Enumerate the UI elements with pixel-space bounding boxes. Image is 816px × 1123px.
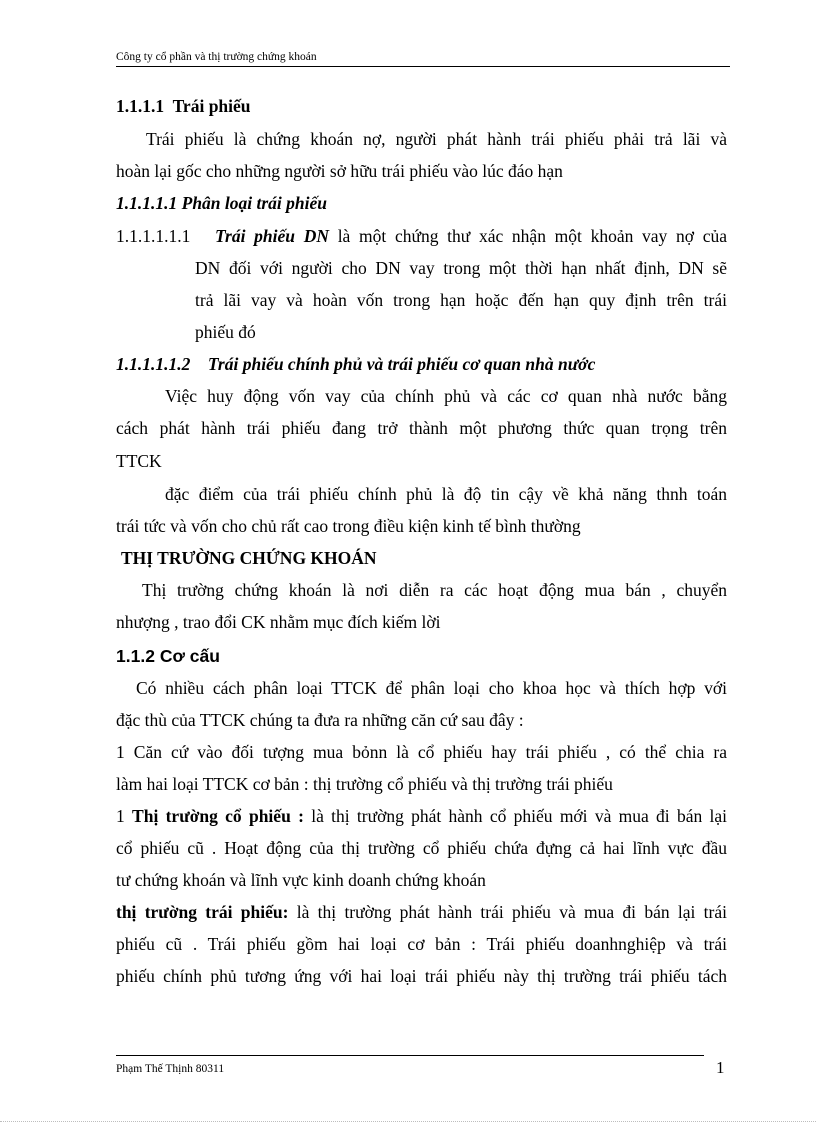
paragraph-line: thị trường trái phiếu: là thị trường phát hành trái phiếu và mua đi bán lại trái bbox=[116, 902, 728, 922]
paragraph-line: làm hai loại TTCK cơ bản : thị trường cổ phiếu và thị trường trái phiếu bbox=[116, 774, 613, 794]
paragraph-line: phiếu cũ . Trái phiếu gồm hai loại cơ bản : Trái phiếu doanhnghiệp và trái bbox=[116, 934, 727, 954]
paragraph-line: tư chứng khoán và lĩnh vực kinh doanh chứng khoán bbox=[116, 870, 486, 890]
paragraph-line: Việc huy động vốn vay của chính phủ và các cơ quan nhà nước bằng bbox=[165, 386, 727, 406]
paragraph-line: Có nhiều cách phân loại TTCK để phân loại cho khoa học và thích hợp với bbox=[136, 678, 727, 698]
paragraph-line: đặc điểm của trái phiếu chính phủ là độ tin cậy về khả năng thnh toán bbox=[165, 484, 727, 504]
list-item-line: trả lãi vay và hoàn vốn trong hạn hoặc đến hạn quy định trên trái bbox=[195, 290, 727, 310]
paragraph-line: hoàn lại gốc cho những người sở hữu trái phiếu vào lúc đáo hạn bbox=[116, 161, 563, 181]
paragraph-line: trái tức và vốn cho chủ rất cao trong điều kiện kinh tế bình thường bbox=[116, 516, 581, 536]
paragraph-line: TTCK bbox=[116, 451, 162, 471]
paragraph-line: cổ phiếu cũ . Hoạt động của thị trường cổ phiếu chứa đựng cả hai lĩnh vực đầu bbox=[116, 838, 727, 858]
list-item-line: DN đối với người cho DN vay trong một thời hạn nhất định, DN sẽ bbox=[195, 258, 727, 278]
heading-ttck: THỊ TRƯỜNG CHỨNG KHOÁN bbox=[121, 548, 377, 568]
paragraph-line: phiếu chính phủ tương ứng với hai loại trái phiếu này thị trường trái phiếu tách bbox=[116, 966, 727, 986]
header-rule bbox=[116, 66, 730, 67]
list-item-number: 1.1.1.1.1.1 bbox=[116, 226, 191, 246]
term: thị trường trái phiếu: bbox=[116, 902, 289, 922]
paragraph-line: 1 Thị trường cổ phiếu : là thị trường phát hành cổ phiếu mới và mua đi bán lại bbox=[116, 806, 728, 826]
page-number: 1 bbox=[716, 1058, 725, 1077]
footer-author: Phạm Thế Thịnh 80311 bbox=[116, 1063, 225, 1075]
heading-number: 1.1.1.1 bbox=[116, 96, 165, 116]
heading-title: Trái phiếu bbox=[172, 96, 251, 116]
page-header: Công ty cổ phần và thị trường chứng khoán bbox=[116, 51, 317, 63]
heading-11111: 1.1.1.1.1 Phân loại trái phiếu bbox=[116, 193, 328, 213]
paragraph-line: Trái phiếu là chứng khoán nợ, người phát hành trái phiếu phải trả lãi và bbox=[146, 129, 727, 149]
heading-111112: 1.1.1.1.1.2 Trái phiếu chính phủ và trái phiếu cơ quan nhà nước bbox=[116, 354, 596, 374]
paragraph-line: cách phát hành trái phiếu đang trở thành một phương thức quan trọng trên bbox=[116, 418, 727, 438]
paragraph-line: Thị trường chứng khoán là nơi diễn ra các hoạt động mua bán , chuyển bbox=[142, 580, 727, 600]
page-boundary bbox=[0, 1121, 816, 1122]
paragraph-line: đặc thù của TTCK chúng ta đưa ra những căn cứ sau đây : bbox=[116, 710, 524, 730]
paragraph-line: 1 Căn cứ vào đối tượng mua bỏnn là cổ phiếu hay trái phiếu , có thể chia ra bbox=[116, 742, 727, 762]
list-item-line: phiếu đó bbox=[195, 322, 256, 342]
term: Trái phiếu DN bbox=[215, 226, 329, 246]
footer-rule bbox=[116, 1055, 704, 1056]
paragraph-line: nhượng , trao đổi CK nhằm mục đích kiếm lời bbox=[116, 612, 441, 632]
heading-112: 1.1.2 Cơ cấu bbox=[116, 646, 220, 666]
list-item-line: Trái phiếu DN là một chứng thư xác nhận một khoản vay nợ của bbox=[215, 226, 727, 246]
heading-1111 bbox=[116, 95, 251, 117]
term: Thị trường cổ phiếu : bbox=[132, 806, 304, 826]
